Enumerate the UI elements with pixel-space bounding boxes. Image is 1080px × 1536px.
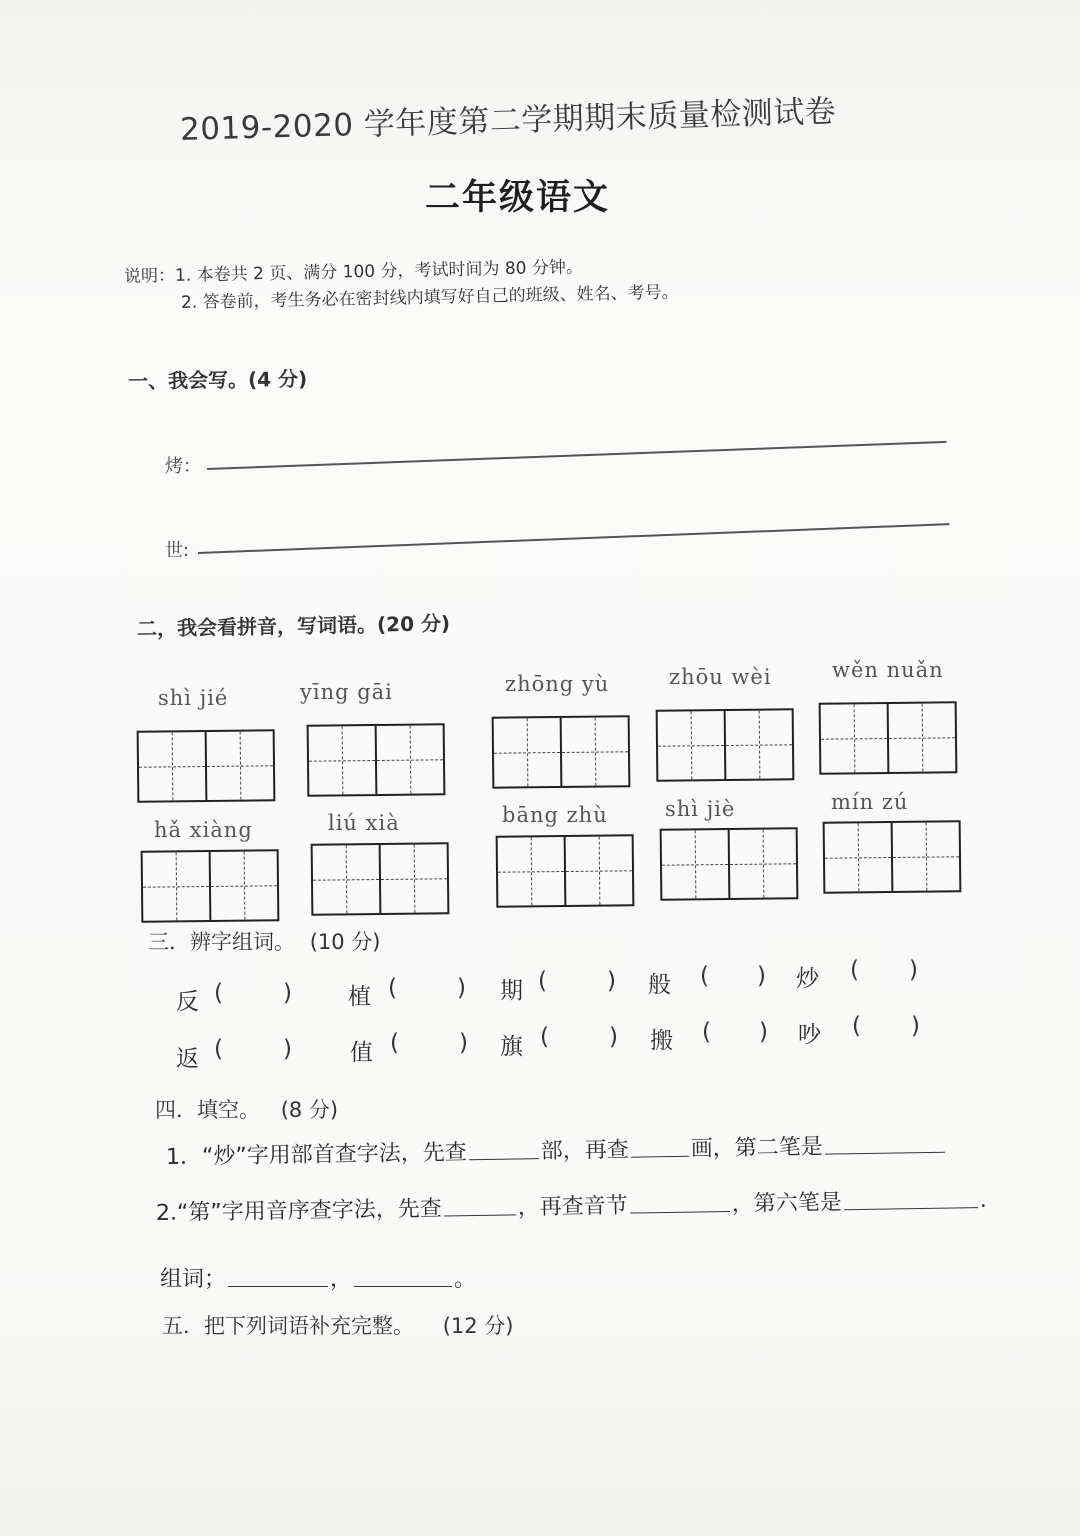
- answer-paren[interactable]: ( ): [700, 963, 766, 989]
- writing-grid[interactable]: [307, 723, 446, 796]
- write-item-kao-line[interactable]: [207, 441, 947, 470]
- write-item-shi-line[interactable]: [198, 523, 950, 553]
- instructions-line-2: 2. 答卷前，考生务必在密封线内填写好自己的班级、姓名、考号。: [180, 282, 679, 313]
- section-4-title: 四．填空。: [155, 1098, 260, 1122]
- blank[interactable]: [631, 1155, 689, 1158]
- char-item: 反: [176, 989, 199, 1015]
- writing-grid[interactable]: [137, 729, 276, 802]
- char-item: 期: [500, 978, 523, 1004]
- writing-grid[interactable]: [311, 842, 450, 915]
- pinyin-label: liú xià: [328, 811, 400, 835]
- writing-grid[interactable]: [656, 708, 795, 781]
- writing-grid[interactable]: [492, 715, 631, 788]
- blank[interactable]: [354, 1285, 452, 1287]
- section-4-score: (8 分): [280, 1098, 339, 1122]
- pinyin-label: yīng gāi: [300, 680, 393, 704]
- fill-question-3: 组词； ， 。: [160, 1267, 477, 1292]
- pinyin-label: wěn nuǎn: [832, 658, 944, 682]
- section-3-score: (10 分): [309, 930, 381, 954]
- char-item: 炒: [796, 966, 819, 992]
- char-item: 旗: [500, 1034, 523, 1060]
- writing-grid[interactable]: [819, 701, 958, 774]
- instructions-text-1: 1. 本卷共 2 页、满分 100 分，考试时间为 80 分钟。: [174, 257, 584, 286]
- write-item-kao-label: 烤：: [165, 456, 201, 477]
- char-item: 返: [176, 1046, 199, 1072]
- answer-paren[interactable]: ( ): [390, 1030, 468, 1056]
- blank[interactable]: [444, 1213, 516, 1216]
- fill-question-2: 2.“第”字用音序查字法，先查 ，再查音节 ，第六笔是 .: [155, 1187, 987, 1226]
- writing-grid[interactable]: [823, 820, 962, 893]
- pinyin-label: mín zú: [831, 790, 909, 814]
- section-3-heading: [148, 926, 380, 956]
- section-5-title: 五．把下列词语补充完整。: [162, 1314, 414, 1338]
- write-item-shi-label: 世:: [165, 540, 190, 561]
- answer-paren[interactable]: ( ): [388, 975, 466, 1001]
- char-item: 吵: [798, 1022, 821, 1048]
- section-4-heading: [155, 1094, 338, 1124]
- pinyin-label: bāng zhù: [502, 803, 608, 827]
- answer-paren[interactable]: ( ): [850, 957, 918, 983]
- pinyin-label: shì jié: [158, 686, 229, 710]
- char-item: 植: [348, 984, 371, 1010]
- section-5-heading: [162, 1310, 513, 1340]
- section-5-score: (12 分): [442, 1314, 514, 1338]
- blank[interactable]: [825, 1151, 945, 1155]
- writing-grid[interactable]: [141, 849, 280, 922]
- answer-paren[interactable]: ( ): [852, 1013, 920, 1039]
- char-item: 值: [350, 1040, 373, 1066]
- writing-grid[interactable]: [496, 834, 635, 907]
- blank[interactable]: [228, 1285, 328, 1287]
- pinyin-label: zhōu wèi: [669, 665, 772, 689]
- blank[interactable]: [469, 1157, 539, 1160]
- answer-paren[interactable]: ( ): [214, 980, 292, 1006]
- section-2-heading: 二，我会看拼音，写词语。(20 分): [136, 611, 451, 641]
- char-item: 搬: [650, 1028, 673, 1054]
- section-3-title: 三．辨字组词。: [148, 930, 295, 954]
- pinyin-label: zhōng yù: [505, 672, 610, 696]
- pinyin-label: shì jiè: [665, 797, 736, 821]
- instructions-prefix: 说明：: [123, 265, 176, 287]
- fill-question-1: 1．“炒”字用部首查字法，先查 部，再查 画，第二笔是: [166, 1128, 947, 1171]
- answer-paren[interactable]: ( ): [540, 1024, 618, 1050]
- answer-paren[interactable]: ( ): [538, 968, 616, 994]
- pinyin-label: hǎ xiàng: [154, 818, 253, 842]
- blank[interactable]: [630, 1210, 730, 1214]
- char-item: 般: [648, 972, 671, 998]
- answer-paren[interactable]: ( ): [702, 1019, 768, 1045]
- writing-grid[interactable]: [660, 827, 799, 900]
- exam-title: 2019-2020 学年度第二学期期末质量检测试卷: [179, 93, 837, 148]
- blank[interactable]: [844, 1206, 978, 1210]
- answer-paren[interactable]: ( ): [214, 1036, 292, 1062]
- section-1-heading: 一、我会写。(4 分): [127, 366, 308, 394]
- exam-subtitle: 二年级语文: [425, 178, 611, 218]
